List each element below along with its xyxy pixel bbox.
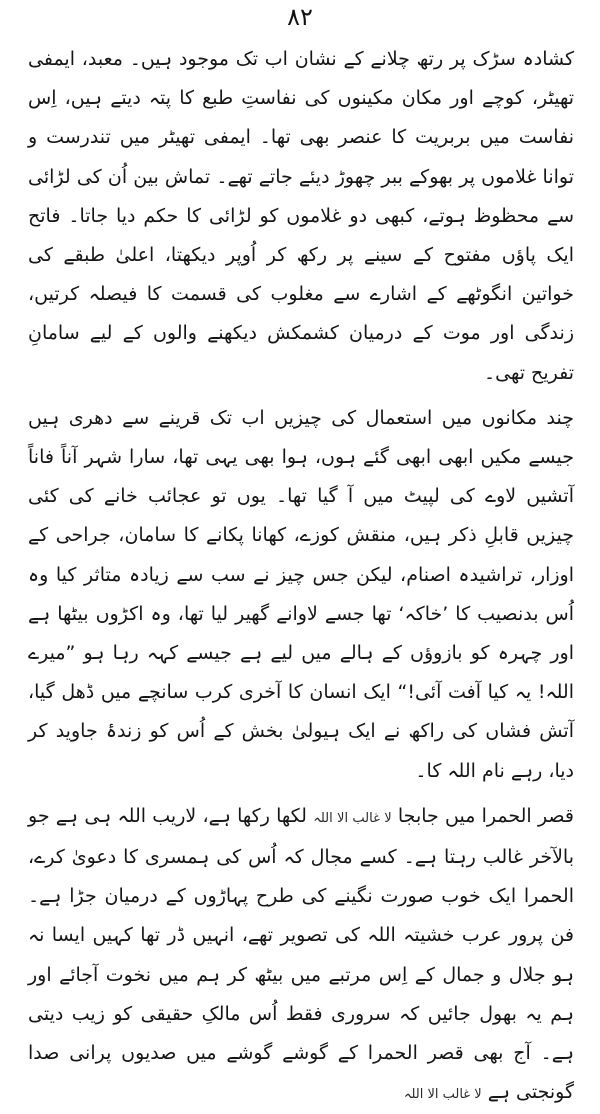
alhambra-body-text: لکھا رکھا ہے، لاریب اللہ ہی ہے جو بالآخر غالب رہتا ہے۔ کسے مجال کہ اُس کی ہمسری کا دعویٰ کرے، الحمرا ایک خوب صورت نگینے کی طرح پہاڑوں کے درمیان جڑا ہے۔ فن پرور عرب خشیتہ اللہ کی تصویر تھے، انہیں ڈر تھا کہیں ایسا نہ ہو جلال و جمال کے اِس مرتبے میں بیٹھ کر ہم میں نخوت آجائے اور ہم یہ بھول جائیں کہ سروری فقط اُس مالکِ حقیقی کو زیب دیتی ہے۔ آج بھی قصر الحمرا کے گوشے گوشے میں صدیوں پرانی صدا گونجتی ہے — [28, 804, 574, 1104]
inscription-text: لا غالب الا اللہ — [313, 810, 392, 826]
paragraph-museum-objects: چند مکانوں میں استعمال کی چیزیں اب تک قرینے سے دھری ہیں جیسے مکیں ابھی ابھی گئے ہوں، ہوا بھی یہی تھا، سارا شہر آناً فاناً آتشیں لاوے کی لپیٹ میں آ گیا تھا۔ یوں تو عجائب خانے کی کئی چیزیں قابلِ ذکر ہیں، منقش کوزے، کھانا پکانے کا سامان، جراحی کے اوزار، تراشیدہ اصنام، لیکن جس چیز نے سب سے زیادہ متاثر کیا وہ اُس بدنصیب کا ’خاکہ‘ تھا جسے لاوانے گھیر لیا تھا، وہ اکڑوں بیٹھا ہے اور چہرہ کو بازوؤں کے ہالے میں لیے ہے جیسے کہہ رہا ہو ”میرے اللہ! یہ کیا آفت آئی!“ ایک انسان کا آخری کرب سانچے میں ڈھل گیا، آتش فشاں کی راکھ نے ایک ہیولیٰ بخش کے اُس کو زندۂ جاوید کر دیا، رہے نام اللہ کا۔ — [28, 406, 574, 782]
page-text — [28, 40, 574, 1114]
closing-inscription-text: لا غالب الا اللہ — [403, 1087, 482, 1103]
paragraph-pompeii-streets: کشادہ سڑک پر رتھ چلانے کے نشان اب تک موجود ہیں۔ معبد، ایمفی تھیٹر، کوچے اور مکان مکینوں کی نفاستِ طبع کا پتہ دیتے ہیں، اِس نفاست میں بربریت کا عنصر بھی تھا۔ ایمفی تھیٹر میں تندرست و توانا غلاموں پر بھوکے ببر چھوڑ دیئے جاتے تھے۔ تماش بین اُن کی لڑائی سے محظوظ ہوتے، کبھی دو غلاموں کو لڑائی کا حکم دیا جاتا۔ فاتح ایک پاؤں مفتوح کے سینے پر رکھ کر اُوپر دیکھتا، اعلیٰ طبقے کی خواتین انگوٹھے کے اشارے سے مغلوب کی قسمت کا فیصلہ کرتیں، زندگی اور موت کے درمیان کشمکش دیکھنے والوں کے لیے سامانِ تفریح تھی۔ — [28, 48, 574, 384]
page-number: ۸۲ — [287, 3, 313, 31]
alhambra-intro-text: قصر الحمرا میں جابجا — [397, 804, 574, 827]
paragraph-alhambra — [28, 797, 574, 1114]
